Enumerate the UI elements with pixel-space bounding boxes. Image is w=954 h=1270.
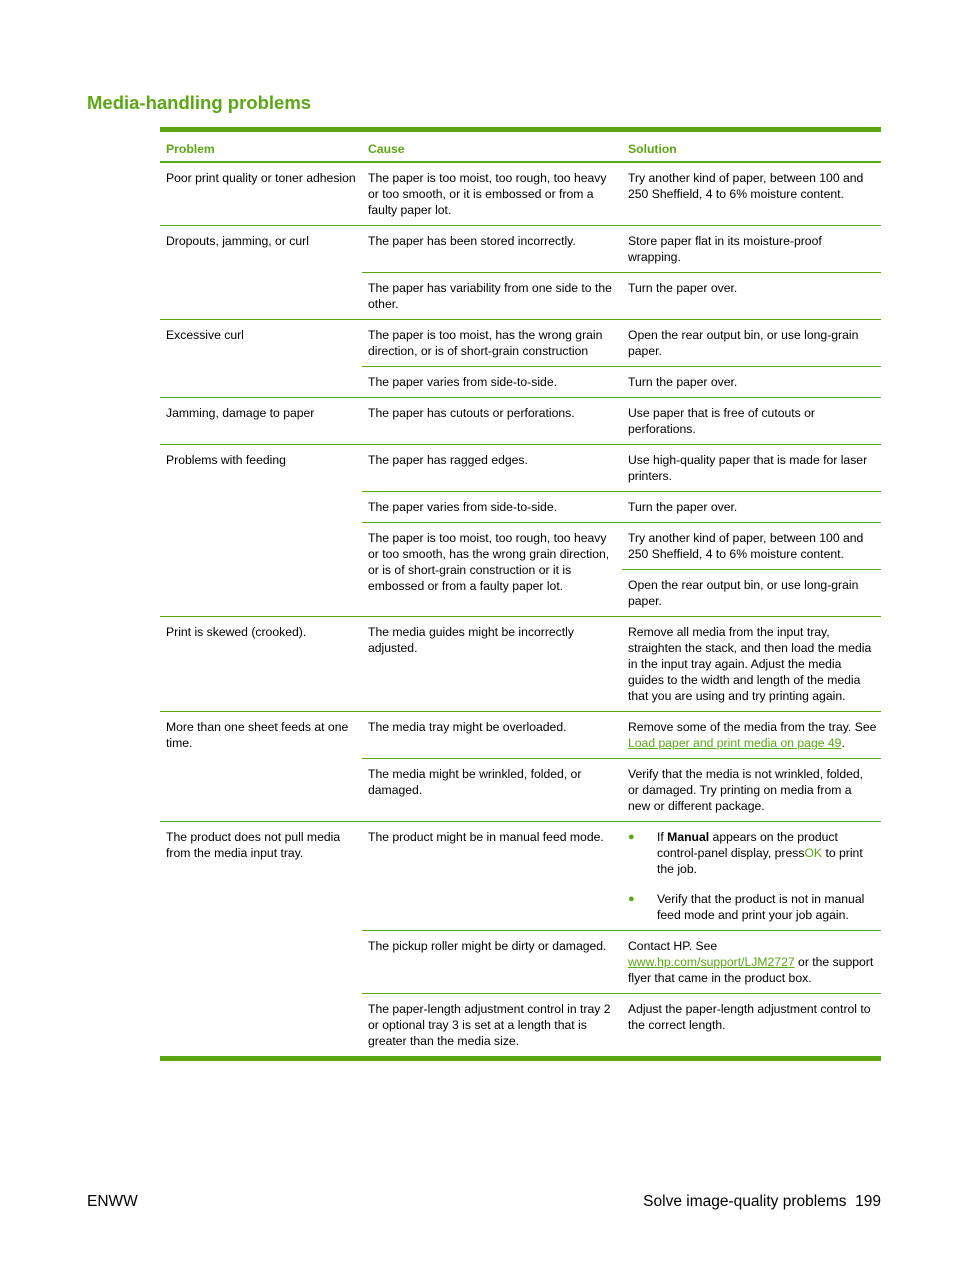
ok-button-label: OK	[804, 846, 823, 860]
solution-cell: Try another kind of paper, between 100 and 250 Sheffield, 4 to 6% moisture content.	[628, 171, 864, 201]
table-row	[160, 821, 881, 1056]
cause-cell: The paper varies from side-to-side.	[368, 500, 557, 514]
table-header	[160, 132, 881, 163]
cause-cell: The paper has variability from one side to the other.	[368, 281, 612, 311]
cause-cell: The media tray might be overloaded.	[368, 720, 567, 734]
solution-cell: Adjust the paper-length adjustment control to the correct length.	[628, 1002, 871, 1032]
cause-cell: The product might be in manual feed mode.	[368, 830, 604, 844]
cause-cell: The paper-length adjustment control in tray 2 or optional tray 3 is set at a length that is greater than the media size.	[368, 1002, 611, 1048]
solution-cell: Verify that the media is not wrinkled, folded, or damaged. Try printing on media from a new or different package.	[628, 767, 864, 813]
cause-cell: The paper is too moist, too rough, too heavy or too smooth, or it is embossed or from a faulty paper lot.	[368, 171, 607, 217]
problem-cell: The product does not pull media from the media input tray.	[166, 830, 341, 860]
cause-cell: The paper is too moist, too rough, too heavy or too smooth, has the wrong grain direction, or is of short-grain construction or it is embossed or from a faulty paper lot.	[368, 531, 610, 593]
solution-cell: Open the rear output bin, or use long-grain paper.	[622, 569, 881, 616]
cause-cell: The media guides might be incorrectly adjusted.	[368, 625, 574, 655]
problem-cell: Poor print quality or toner adhesion	[166, 171, 356, 185]
footer-left: ENWW	[87, 1193, 138, 1210]
table-row	[160, 319, 881, 397]
section-title: Media-handling problems	[87, 92, 312, 113]
solution-cell: Contact HP. See www.hp.com/support/LJM2727 or the support flyer that came in the product box.	[628, 939, 874, 985]
solution-cell: Use high-quality paper that is made for laser printers.	[628, 453, 868, 483]
cause-cell: The paper has ragged edges.	[368, 453, 528, 467]
table-row	[160, 711, 881, 821]
footer-right: Solve image-quality problems 199	[643, 1193, 881, 1210]
solution-cell: Use paper that is free of cutouts or perforations.	[628, 406, 815, 436]
bullet-item: ● If Manual appears on the product control-panel display, pressOK to print the job.	[628, 830, 863, 876]
cause-cell: The paper varies from side-to-side.	[368, 375, 557, 389]
table-row	[160, 444, 881, 616]
solution-cell: Turn the paper over.	[628, 375, 738, 389]
solution-cell: Turn the paper over.	[628, 500, 738, 514]
header-cause: Cause	[368, 142, 405, 156]
problem-cell: Excessive curl	[166, 328, 244, 342]
load-paper-link[interactable]: Load paper and print media on page 49	[628, 736, 842, 750]
problem-cell: More than one sheet feeds at one time.	[166, 720, 349, 750]
solution-cell: Remove all media from the input tray, straighten the stack, and then load the media in the input tray again. Adjust the media guides to the width and length of the media that you are using and try printing again.	[628, 625, 872, 703]
solution-cell: Try another kind of paper, between 100 and 250 Sheffield, 4 to 6% moisture content.	[628, 531, 864, 561]
table-row	[160, 163, 881, 225]
solution-cell: Turn the paper over.	[628, 281, 738, 295]
hp-support-link[interactable]: www.hp.com/support/LJM2727	[628, 955, 795, 969]
cause-cell: The pickup roller might be dirty or damaged.	[368, 939, 607, 953]
media-problems-table	[160, 127, 881, 1061]
bullet-item: ● Verify that the product is not in manual feed mode and print your job again.	[628, 892, 865, 922]
cause-cell: The paper has been stored incorrectly.	[368, 234, 576, 248]
table-row	[160, 225, 881, 319]
solution-cell: Remove some of the media from the tray. See Load paper and print media on page 49.	[628, 720, 877, 750]
table-row	[160, 397, 881, 444]
bullet-icon: ●	[628, 831, 635, 843]
problem-cell: Jamming, damage to paper	[166, 406, 315, 420]
solution-cell: Store paper flat in its moisture-proof wrapping.	[628, 234, 822, 264]
cause-cell: The paper is too moist, has the wrong grain direction, or is of short-grain construction	[368, 328, 603, 358]
bullet-icon: ●	[628, 893, 635, 905]
problem-cell: Print is skewed (crooked).	[166, 625, 307, 639]
problem-cell: Problems with feeding	[166, 453, 286, 467]
problem-cell: Dropouts, jamming, or curl	[166, 234, 309, 248]
cause-cell: The paper has cutouts or perforations.	[368, 406, 575, 420]
page-number: 199	[855, 1193, 881, 1210]
solution-cell: Open the rear output bin, or use long-grain paper.	[628, 328, 859, 358]
table-body	[160, 163, 881, 711]
cause-cell: The media might be wrinkled, folded, or damaged.	[368, 767, 582, 797]
header-problem: Problem	[166, 142, 215, 156]
solution-cell	[622, 822, 881, 930]
table-row	[160, 616, 881, 711]
header-solution: Solution	[628, 142, 677, 156]
